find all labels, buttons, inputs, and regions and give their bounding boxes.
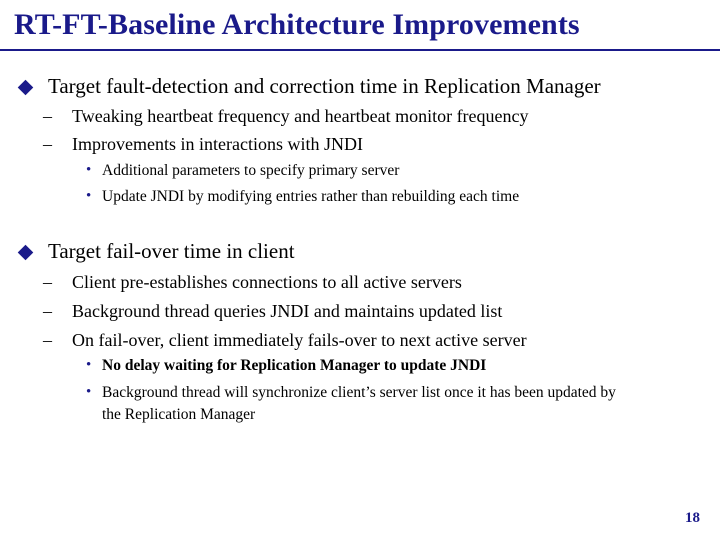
dash-bullet-icon: – [43, 134, 52, 154]
bullet-1-sub-2: Improvements in interactions with JNDI [72, 134, 363, 154]
bullet-2-subsub-2-cont: the Replication Manager [102, 406, 256, 423]
bullet-1-sub-1: Tweaking heartbeat frequency and heartbeat monitor frequency [72, 106, 529, 126]
bullet-2-sub-1: Client pre-establishes connections to all active servers [72, 272, 462, 292]
bullet-2-text: Target fail-over time in client [48, 239, 295, 263]
dot-bullet-icon: • [86, 188, 92, 204]
bullet-1-subsub-1: Additional parameters to specify primary server [102, 162, 400, 179]
bullet-1-subsub-2: Update JNDI by modifying entries rather than rebuilding each time [102, 188, 520, 205]
bullet-1-text: Target fault-detection and correction time in Replication Manager [48, 74, 601, 98]
diamond-bullet-icon [18, 80, 34, 96]
dash-bullet-icon: – [43, 272, 52, 292]
bullet-2-subsub-1: No delay waiting for Replication Manager to update JNDI [102, 357, 487, 374]
slide-title: RT-FT-Baseline Architecture Improvements [14, 8, 580, 41]
dash-bullet-icon: – [43, 106, 52, 126]
page-number: 18 [685, 510, 700, 526]
dot-bullet-icon: • [86, 357, 92, 373]
title-divider [0, 49, 720, 51]
bullet-2-sub-3: On fail-over, client immediately fails-over to next active server [72, 330, 527, 350]
dash-bullet-icon: – [43, 301, 52, 321]
dot-bullet-icon: • [86, 384, 92, 400]
bullet-2-sub-2: Background thread queries JNDI and maintains updated list [72, 301, 503, 321]
dot-bullet-icon: • [86, 162, 92, 178]
bullet-2-subsub-2: Background thread will synchronize client’s server list once it has been updated by [102, 384, 616, 401]
diamond-bullet-icon [18, 245, 34, 261]
dash-bullet-icon: – [43, 330, 52, 350]
